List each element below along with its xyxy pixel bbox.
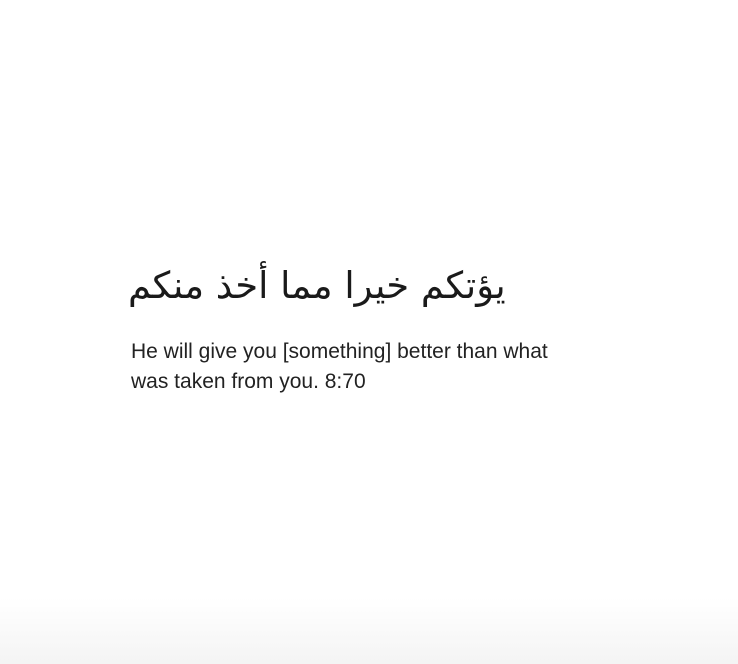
translation-line-1: He will give you [something] better than what <box>131 340 548 363</box>
verse-translation <box>131 337 691 397</box>
translation-line-2: was taken from you. 8:70 <box>131 370 366 393</box>
arabic-verse: يؤتكم خيرا مما أخذ منكم <box>128 264 506 307</box>
